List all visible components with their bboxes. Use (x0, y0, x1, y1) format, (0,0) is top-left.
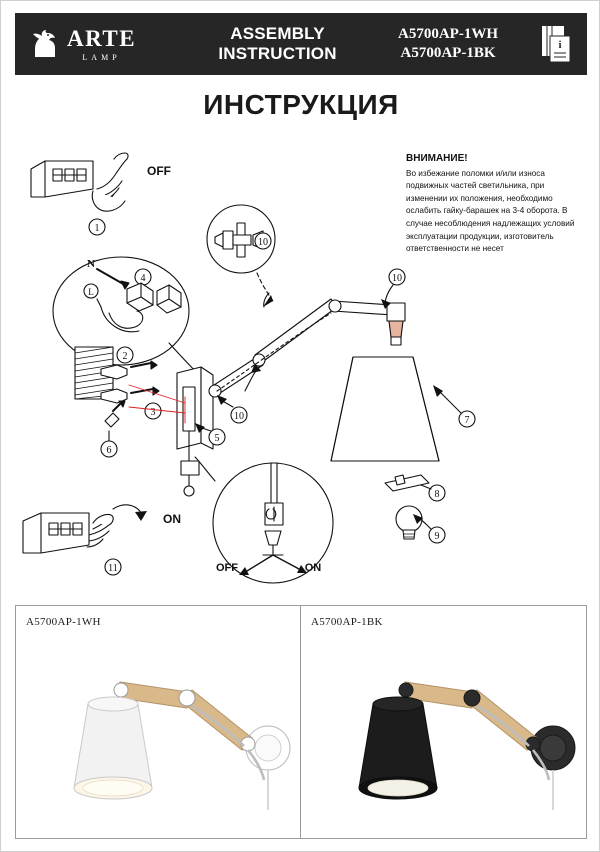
step-badge-2: 2 (122, 351, 128, 362)
lamp-shade-bk (359, 697, 437, 799)
header-icon-area (525, 24, 587, 64)
step-badge-11: 11 (108, 563, 118, 574)
step-badge-7: 7 (464, 415, 470, 426)
product-panel-bk (301, 606, 586, 838)
product-panel-code-wh: A5700AP-1WH (26, 616, 101, 628)
step-badge-8: 8 (434, 489, 440, 500)
header-product-codes (365, 25, 525, 63)
brand-text (67, 27, 136, 62)
step-badge-3: 3 (150, 407, 156, 418)
brand-logo (15, 27, 190, 62)
product-panel-code-bk: A5700AP-1BK (311, 616, 383, 628)
label-on-bottom: ON (163, 512, 181, 526)
brand-subtitle: LAMP (82, 52, 121, 62)
product-panel-wh (16, 606, 301, 838)
label-off-top: OFF (147, 164, 171, 178)
label-wire-n: N (87, 258, 95, 270)
diagram-ring-part (385, 475, 445, 501)
product-code-2: A5700AP-1BK (400, 45, 496, 61)
svg-text:i: i (558, 39, 562, 51)
diagram-shade (331, 357, 475, 461)
warning-text: Во избежание поломки и/или износа подвижных частей светильника, при изменении их положения, необходимо ослабить гайку-барашек на 3-4 оборота. В случае несоблюдения надлежащих условий эксплуатации продукции, изготовитель ответственности не несет (406, 168, 575, 254)
lamp-shade-wh (74, 697, 152, 799)
step-badge-10-elbow: 10 (392, 273, 402, 284)
step-badge-10-detail: 10 (258, 237, 268, 248)
label-switch-off: OFF (216, 562, 238, 574)
diagram-switch-detail (195, 457, 333, 583)
step-badge-4: 4 (140, 273, 146, 284)
header-title (190, 24, 365, 64)
step-badge-9: 9 (434, 531, 440, 542)
step-badge-5: 5 (214, 433, 220, 444)
info-document-icon (538, 24, 574, 64)
header-title-line2: INSTRUCTION (218, 44, 337, 63)
step-badge-10-bracket: 10 (234, 411, 244, 422)
product-image-wh (16, 620, 302, 830)
step-badge-6: 6 (106, 445, 112, 456)
product-code-1: A5700AP-1WH (398, 26, 498, 42)
diagram-switch-on (23, 505, 181, 575)
product-image-bk (301, 620, 587, 830)
step-badge-1: 1 (94, 223, 100, 234)
brand-name: ARTE (67, 25, 137, 51)
diagram-switch-off (31, 153, 171, 235)
assembly-diagram-svg (1, 131, 600, 601)
griffin-logo-icon (29, 27, 59, 61)
warning-title: ВНИМАНИЕ! (406, 153, 468, 164)
label-wire-l: L (88, 287, 94, 297)
assembly-diagram (1, 131, 600, 601)
label-switch-on: ON (304, 562, 322, 574)
diagram-wingnut-detail (207, 205, 275, 307)
page-title: ИНСТРУКЦИЯ (203, 89, 399, 120)
page-header (15, 13, 587, 75)
product-variants (15, 605, 587, 839)
header-title-line1: ASSEMBLY (230, 24, 325, 43)
diagram-bulb (396, 506, 445, 543)
